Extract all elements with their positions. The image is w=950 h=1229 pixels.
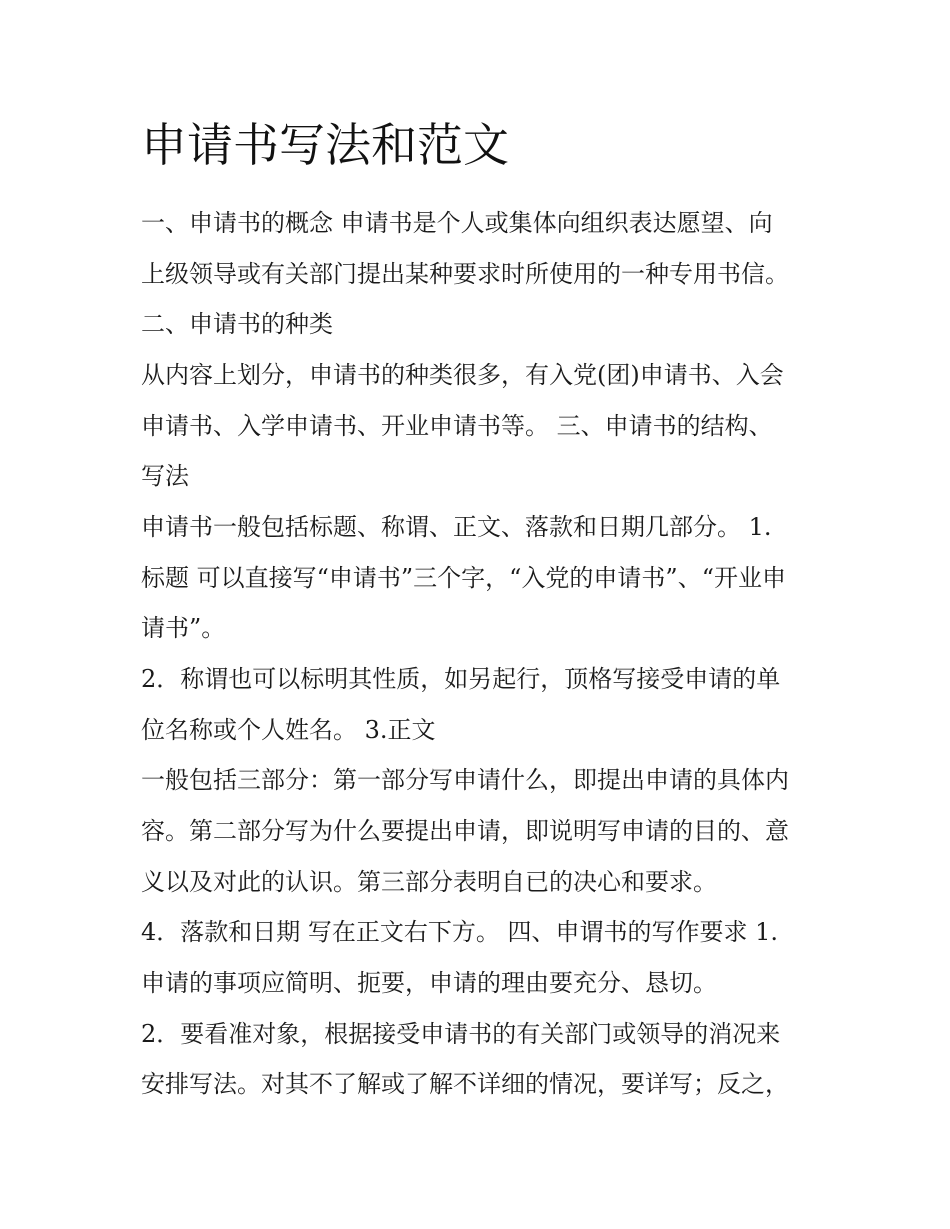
body-line: 申请书、入学申请书、开业申请书等。 三、申请书的结构、 [141, 412, 773, 440]
section-heading: 二、申请书的种类 [141, 310, 333, 338]
body-line: 写法 [141, 462, 189, 490]
body-line: 位名称或个人姓名。 3.正文 [141, 716, 436, 744]
body-line: 申请的事项应简明、扼要，申请的理由要充分、恳切。 [141, 969, 717, 997]
body-line: 申请书一般包括标题、称谓、正文、落款和日期几部分。 1. [141, 513, 772, 541]
body-line: 2．称谓也可以标明其性质，如另起行，顶格写接受申请的单 [141, 665, 781, 693]
body-line: 4．落款和日期 写在正文右下方。 四、申谓书的写作要求 1. [141, 918, 779, 946]
body-line: 标题 可以直接写“申请书”三个字，“入党的申请书”、“开业申 [141, 564, 786, 592]
document-title: 申请书写法和范文 [141, 118, 509, 172]
body-line: 安排写法。对其不了解或了解不详细的情况，要详写；反之， [141, 1070, 789, 1098]
body-line: 上级领导或有关部门提出某种要求时所使用的一种专用书信。 [141, 260, 789, 288]
body-line: 容。第二部分写为什么要提出申请，即说明写申请的目的、意 [141, 817, 789, 845]
body-line: 一、申请书的概念 申请书是个人或集体向组织表达愿望、向 [141, 209, 773, 237]
body-line: 2．要看准对象，根据接受申请书的有关部门或领导的消况来 [141, 1020, 781, 1048]
body-line: 从内容上划分，申请书的种类很多，有入党(团)申请书、入会 [141, 361, 784, 389]
body-line: 一般包括三部分：第一部分写申请什么，即提出申请的具体内 [141, 766, 789, 794]
body-line: 请书”。 [141, 614, 226, 642]
body-line: 义以及对此的认识。第三部分表明自已的决心和要求。 [141, 868, 717, 896]
